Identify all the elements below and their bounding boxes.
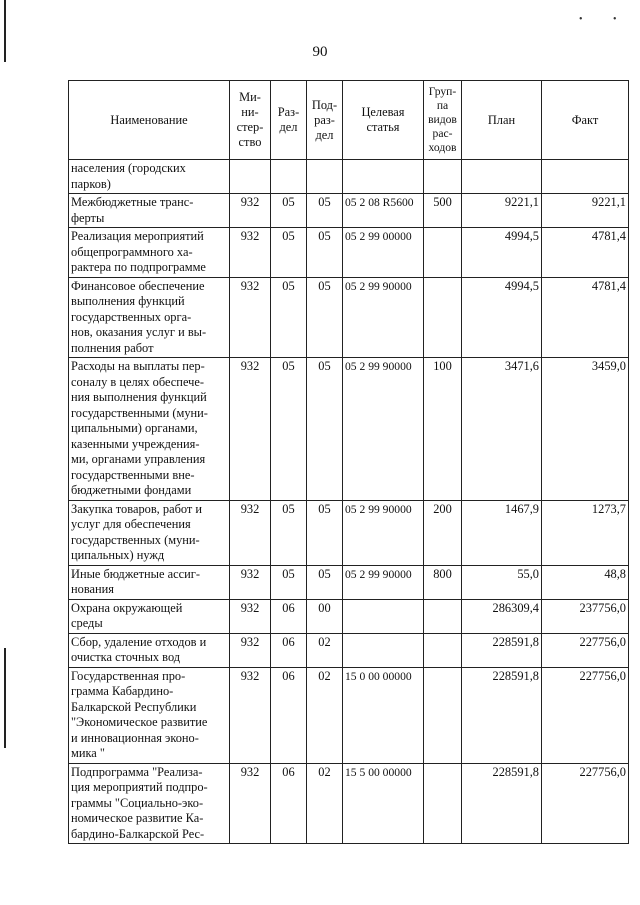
cell-section: 05 (271, 500, 307, 565)
cell-ministry: 932 (230, 194, 271, 228)
cell-name: Расходы на выплаты пер- соналу в целях обеспече- ния выполнения функций государственными (муни- ципальными) органами, казенными учреждения- ми, органами управления государственными вне- бюджетными фондами (69, 358, 230, 501)
cell-plan: 4994,5 (462, 228, 542, 278)
table-row (69, 565, 629, 599)
cell-fact: 227756,0 (542, 763, 629, 844)
cell-name: Подпрограмма "Реализа- ция мероприятий подпро- граммы "Социально-эко- номическое развитие Ка- бардино-Балкарской Рес- (69, 763, 230, 844)
cell-fact: 4781,4 (542, 277, 629, 358)
cell-subsection: 00 (307, 599, 343, 633)
cell-plan: 4994,5 (462, 277, 542, 358)
cell-ministry (230, 160, 271, 194)
cell-target: 05 2 99 90000 (343, 500, 424, 565)
table-row (69, 228, 629, 278)
cell-name: Финансовое обеспечение выполнения функций государственных орга- нов, оказания услуг и вы- полнения работ (69, 277, 230, 358)
cell-subsection: 05 (307, 194, 343, 228)
cell-ministry: 932 (230, 633, 271, 667)
cell-ministry: 932 (230, 599, 271, 633)
header-name: Наименование (69, 81, 230, 160)
cell-ministry: 932 (230, 565, 271, 599)
cell-group (424, 599, 462, 633)
cell-ministry: 932 (230, 500, 271, 565)
cell-plan: 286309,4 (462, 599, 542, 633)
cell-subsection (307, 160, 343, 194)
cell-plan: 55,0 (462, 565, 542, 599)
header-plan: План (462, 81, 542, 160)
cell-fact: 1273,7 (542, 500, 629, 565)
cell-name: Сбор, удаление отходов и очистка сточных вод (69, 633, 230, 667)
cell-name: Закупка товаров, работ и услуг для обеспечения государственных (муни- ципальных) нужд (69, 500, 230, 565)
cell-name: Государственная про- грамма Кабардино- Балкарской Республики "Экономическое развитие и инновационная эконо- мика " (69, 667, 230, 763)
cell-fact: 9221,1 (542, 194, 629, 228)
table-row (69, 633, 629, 667)
cell-target (343, 633, 424, 667)
table-header-row (69, 81, 629, 160)
cell-group: 500 (424, 194, 462, 228)
scan-dots: • • (579, 14, 631, 25)
cell-plan: 1467,9 (462, 500, 542, 565)
cell-fact: 48,8 (542, 565, 629, 599)
cell-subsection: 05 (307, 358, 343, 501)
cell-section: 05 (271, 194, 307, 228)
table-row (69, 160, 629, 194)
cell-plan: 228591,8 (462, 633, 542, 667)
cell-name: Охрана окружающей среды (69, 599, 230, 633)
cell-target: 05 2 08 R5600 (343, 194, 424, 228)
cell-group (424, 763, 462, 844)
cell-subsection: 05 (307, 565, 343, 599)
cell-group (424, 228, 462, 278)
cell-target: 15 5 00 00000 (343, 763, 424, 844)
cell-group (424, 633, 462, 667)
cell-section: 06 (271, 633, 307, 667)
scan-edge-mark-bottom (4, 648, 6, 748)
cell-ministry: 932 (230, 667, 271, 763)
cell-name: Реализация мероприятий общепрограммного ха- рактера по подпрограмме (69, 228, 230, 278)
page-number: 90 (312, 44, 328, 60)
header-ministry: Ми- ни- стер- ство (230, 81, 271, 160)
cell-plan: 9221,1 (462, 194, 542, 228)
cell-plan: 228591,8 (462, 763, 542, 844)
cell-section: 05 (271, 358, 307, 501)
cell-target: 15 0 00 00000 (343, 667, 424, 763)
cell-fact: 237756,0 (542, 599, 629, 633)
cell-section: 05 (271, 565, 307, 599)
cell-target (343, 160, 424, 194)
cell-ministry: 932 (230, 228, 271, 278)
cell-name: населения (городских парков) (69, 160, 230, 194)
header-fact: Факт (542, 81, 629, 160)
table-row (69, 500, 629, 565)
table-row (69, 667, 629, 763)
cell-group (424, 667, 462, 763)
cell-fact: 227756,0 (542, 667, 629, 763)
cell-ministry: 932 (230, 277, 271, 358)
table-row (69, 599, 629, 633)
cell-group (424, 277, 462, 358)
cell-section: 06 (271, 763, 307, 844)
table-row (69, 194, 629, 228)
cell-name: Иные бюджетные ассиг- нования (69, 565, 230, 599)
cell-fact: 4781,4 (542, 228, 629, 278)
cell-subsection: 05 (307, 228, 343, 278)
cell-plan: 3471,6 (462, 358, 542, 501)
cell-subsection: 05 (307, 500, 343, 565)
header-subsection: Под- раз- дел (307, 81, 343, 160)
cell-section: 05 (271, 228, 307, 278)
cell-group: 800 (424, 565, 462, 599)
cell-group: 100 (424, 358, 462, 501)
cell-target (343, 599, 424, 633)
table-row (69, 763, 629, 844)
cell-fact (542, 160, 629, 194)
cell-target: 05 2 99 90000 (343, 277, 424, 358)
table-row (69, 358, 629, 501)
budget-table (68, 80, 629, 844)
cell-group (424, 160, 462, 194)
cell-plan (462, 160, 542, 194)
cell-fact: 3459,0 (542, 358, 629, 501)
cell-subsection: 05 (307, 277, 343, 358)
cell-section: 06 (271, 599, 307, 633)
cell-plan: 228591,8 (462, 667, 542, 763)
cell-subsection: 02 (307, 633, 343, 667)
cell-group: 200 (424, 500, 462, 565)
cell-fact: 227756,0 (542, 633, 629, 667)
header-expense-group: Груп- па видов рас- ходов (424, 81, 462, 160)
cell-subsection: 02 (307, 667, 343, 763)
header-section: Раз- дел (271, 81, 307, 160)
header-target: Целевая статья (343, 81, 424, 160)
cell-ministry: 932 (230, 358, 271, 501)
cell-section: 05 (271, 277, 307, 358)
table-row (69, 277, 629, 358)
cell-section (271, 160, 307, 194)
cell-target: 05 2 99 90000 (343, 565, 424, 599)
cell-section: 06 (271, 667, 307, 763)
cell-target: 05 2 99 00000 (343, 228, 424, 278)
cell-target: 05 2 99 90000 (343, 358, 424, 501)
cell-subsection: 02 (307, 763, 343, 844)
cell-name: Межбюджетные транс- ферты (69, 194, 230, 228)
cell-ministry: 932 (230, 763, 271, 844)
